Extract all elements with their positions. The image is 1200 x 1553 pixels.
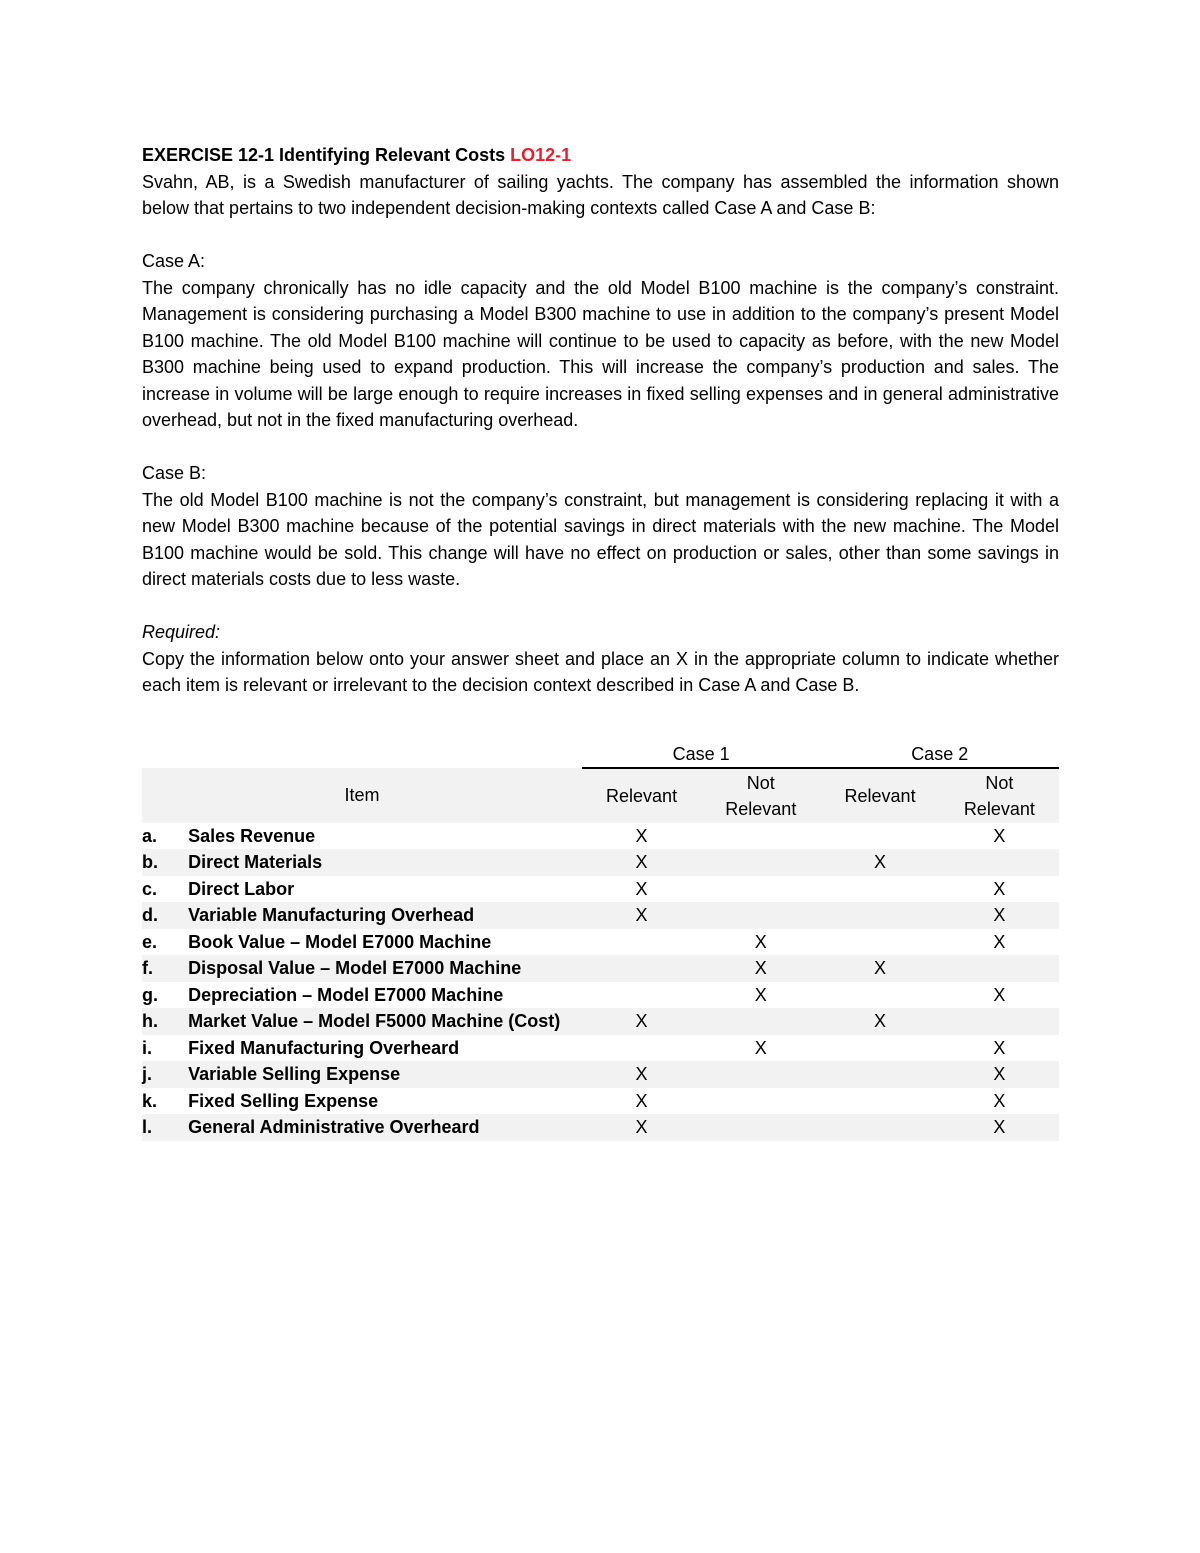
case-2-not-relevant-mark: [940, 849, 1059, 876]
case-1-not-relevant-mark: [701, 1061, 820, 1088]
case-1-relevant-mark: [582, 955, 701, 982]
case-2-relevant-mark: X: [820, 1008, 939, 1035]
case-2-not-relevant-mark: X: [993, 931, 1006, 952]
table-row: [142, 849, 1059, 876]
table-row: [142, 955, 1059, 982]
case-2-not-relevant-header: Not Relevant: [940, 768, 1059, 823]
column-header-row: [142, 768, 1059, 823]
required-paragraph: Copy the information below onto your answer sheet and place an X in the appropriate column to indicate whether each item is relevant or irrelevant to the decision context described in Case A and Case B.: [142, 648, 1059, 695]
case-b-label: Case B:: [142, 463, 207, 483]
case-2-header: Case 2: [820, 741, 1059, 768]
row-item: Market Value – Model F5000 Machine (Cost): [188, 1008, 582, 1035]
table-row: [142, 1061, 1059, 1088]
table-row: [142, 1114, 1059, 1141]
case-2-relevant-mark: [820, 1035, 939, 1062]
row-item: Sales Revenue: [188, 825, 316, 846]
row-letter: j.: [142, 1061, 188, 1088]
case-1-relevant-header: Relevant: [582, 768, 701, 823]
case-1-not-relevant-header: Not Relevant: [701, 768, 820, 823]
case-2-relevant-mark: [820, 1061, 939, 1088]
case-1-relevant-mark: X: [582, 1114, 701, 1141]
table-row: [142, 1008, 1059, 1035]
table-row: [142, 929, 1059, 956]
case-2-not-relevant-mark: X: [993, 1090, 1006, 1111]
case-1-relevant-mark: [582, 982, 701, 1009]
row-item: Fixed Selling Expense: [188, 1090, 379, 1111]
exercise-title-text: EXERCISE 12-1 Identifying Relevant Costs: [142, 145, 506, 165]
row-letter: h.: [142, 1008, 188, 1035]
case-1-relevant-mark: [582, 1035, 701, 1062]
case-1-not-relevant-mark: X: [754, 1037, 767, 1058]
case-1-relevant-mark: X: [582, 1061, 701, 1088]
case-1-not-relevant-mark: [701, 1088, 820, 1115]
row-item: Variable Selling Expense: [188, 1061, 582, 1088]
row-item: Direct Labor: [188, 878, 295, 899]
case-1-not-relevant-mark: X: [754, 931, 767, 952]
table-row: [142, 982, 1059, 1009]
case-a-paragraph: The company chronically has no idle capacity and the old Model B100 machine is the company’s constraint. Management is considering purchasing a Model B300 machine to use in addition to the company’s present Model B100 machine. The old Model B100 machine will continue to be used to capacity as before, with the new Model B300 machine being used to expand production. This will increase the company’s production and sales. The increase in volume will be large enough to require increases in fixed selling expenses and in general administrative overhead, but not in the fixed manufacturing overhead.: [142, 277, 1059, 430]
row-letter: c.: [142, 878, 158, 899]
case-1-not-relevant-mark: [701, 1008, 820, 1035]
row-letter: f.: [142, 955, 188, 982]
case-2-not-relevant-mark: X: [993, 878, 1006, 899]
case-2-not-relevant-mark: X: [993, 1037, 1006, 1058]
case-2-relevant-mark: [820, 876, 939, 903]
row-item: General Administrative Overheard: [188, 1114, 582, 1141]
case-1-relevant-mark: X: [635, 825, 648, 846]
case-2-not-relevant-mark: X: [940, 1114, 1059, 1141]
case-1-not-relevant-mark: [701, 876, 820, 903]
case-1-not-relevant-mark: [701, 849, 820, 876]
row-letter: b.: [142, 849, 188, 876]
case-2-not-relevant-mark: [940, 1008, 1059, 1035]
case-1-header: Case 1: [582, 741, 821, 768]
row-item: Depreciation – Model E7000 Machine: [188, 984, 504, 1005]
case-2-relevant-mark: X: [820, 849, 939, 876]
row-letter: i.: [142, 1037, 153, 1058]
case-2-not-relevant-mark: [940, 955, 1059, 982]
case-1-relevant-mark: [582, 929, 701, 956]
row-letter: d.: [142, 902, 188, 929]
case-2-relevant-mark: [820, 902, 939, 929]
table-row: [142, 1088, 1059, 1115]
row-letter: k.: [142, 1090, 158, 1111]
case-1-relevant-mark: X: [582, 902, 701, 929]
case-2-not-relevant-mark: X: [940, 1061, 1059, 1088]
case-2-relevant-mark: X: [820, 955, 939, 982]
row-item: Book Value – Model E7000 Machine: [188, 931, 492, 952]
case-2-relevant-mark: [820, 929, 939, 956]
case-1-relevant-mark: X: [582, 1008, 701, 1035]
case-1-not-relevant-mark: [701, 902, 820, 929]
row-letter: g.: [142, 984, 158, 1005]
row-item: Direct Materials: [188, 849, 582, 876]
case-b-paragraph: The old Model B100 machine is not the company’s constraint, but management is considering replacing it with a new Model B300 machine because of the potential savings in direct materials with the new machine. The Model B100 machine would be sold. This change will have no effect on production or sales, other than some savings in direct materials costs due to less waste.: [142, 489, 1059, 589]
document-content: [142, 142, 1059, 1141]
exercise-title: [142, 142, 1059, 169]
row-item: Disposal Value – Model E7000 Machine: [188, 955, 582, 982]
required-label: Required:: [142, 622, 221, 642]
case-2-not-relevant-mark: X: [993, 984, 1006, 1005]
table-row: [142, 876, 1059, 903]
case-1-relevant-mark: X: [635, 1090, 648, 1111]
row-item: Fixed Manufacturing Overheard: [188, 1037, 460, 1058]
table-row: [142, 1035, 1059, 1062]
case-2-relevant-mark: [820, 1088, 939, 1115]
case-1-not-relevant-mark: X: [754, 984, 767, 1005]
case-1-not-relevant-mark: [701, 1114, 820, 1141]
case-header-row: [142, 741, 1059, 768]
row-letter: l.: [142, 1114, 188, 1141]
case-1-not-relevant-mark: [701, 823, 820, 850]
case-a-label: Case A:: [142, 251, 206, 271]
case-1-not-relevant-mark: X: [701, 955, 820, 982]
case-2-not-relevant-mark: X: [940, 902, 1059, 929]
relevant-costs-table: [142, 741, 1059, 1141]
table-row: [142, 823, 1059, 850]
row-letter: a.: [142, 825, 158, 846]
intro-paragraph: Svahn, AB, is a Swedish manufacturer of sailing yachts. The company has assembled the information shown below that pertains to two independent decision-making contexts called Case A and Case B:: [142, 171, 1059, 218]
item-column-header: Item: [142, 768, 582, 823]
case-2-relevant-mark: [820, 982, 939, 1009]
learning-objective-code: LO12-1: [510, 145, 572, 165]
row-letter: e.: [142, 931, 158, 952]
row-item: Variable Manufacturing Overhead: [188, 902, 582, 929]
table-row: [142, 902, 1059, 929]
case-2-relevant-mark: [820, 823, 939, 850]
case-2-relevant-header: Relevant: [820, 768, 939, 823]
case-2-relevant-mark: [820, 1114, 939, 1141]
case-1-relevant-mark: X: [635, 878, 648, 899]
case-1-relevant-mark: X: [582, 849, 701, 876]
case-2-not-relevant-mark: X: [993, 825, 1006, 846]
